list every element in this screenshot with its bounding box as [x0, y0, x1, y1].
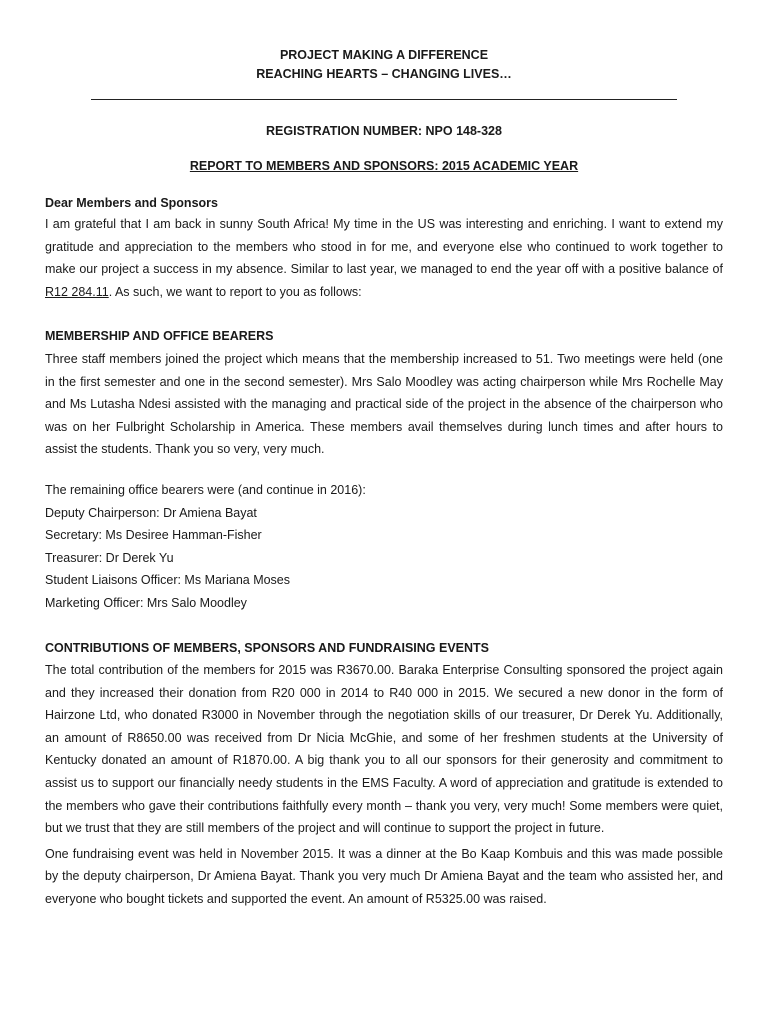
- report-title: REPORT TO MEMBERS AND SPONSORS: 2015 ACADEMIC YEAR: [189, 159, 579, 173]
- list-item: Treasurer: Dr Derek Yu: [45, 550, 174, 565]
- contributions-heading: CONTRIBUTIONS OF MEMBERS, SPONSORS AND FUNDRAISING EVENTS: [45, 640, 490, 655]
- intro-text-start: I am grateful that I am back in sunny South Africa! My time in the US was interesting and enriching. I want to extend my gratitude and appreciation to the members who stood in for me, and everyone else who continued to work together to make our project a success in my absence. Similar to last year, we managed to end the year off with a positive balance of: [45, 217, 723, 277]
- office-bearers-list: [45, 479, 723, 615]
- header-divider: [91, 99, 677, 100]
- list-item: Marketing Officer: Mrs Salo Moodley: [45, 595, 247, 610]
- membership-heading: MEMBERSHIP AND OFFICE BEARERS: [45, 329, 274, 344]
- balance-amount: R12 284.11: [45, 284, 109, 299]
- project-slogan: REACHING HEARTS – CHANGING LIVES…: [256, 67, 512, 81]
- list-item: Student Liaisons Officer: Ms Mariana Moses: [45, 573, 291, 588]
- intro-text-end: . As such, we want to report to you as follows:: [108, 284, 362, 299]
- salutation: Dear Members and Sponsors: [45, 196, 218, 210]
- office-bearers-intro: The remaining office bearers were (and continue in 2016):: [45, 482, 366, 497]
- fundraising-paragraph: One fundraising event was held in November 2015. It was a dinner at the Bo Kaap Kombuis and this was made possible by the deputy chairperson, Dr Amiena Bayat. Thank you very much Dr Amiena Bayat and the team who assisted her, and everyone who bought tickets and supported the event. An amount of R5325.00 was raised.: [45, 846, 723, 907]
- contributions-paragraph: The total contribution of the members for 2015 was R3670.00. Baraka Enterprise Consulting sponsored the project again and they increased their donation from R20 000 in 2014 to R40 000 in 2015. We secured a new donor in the form of Hairzone Ltd, who donated R3000 in November through the negotiation skills of our treasurer, Dr Derek Yu. Additionally, an amount of R8650.00 was received from Dr Nicia McGhie, and some of her freshmen students at the University of Kentucky donated an amount of R1870.00. A big thank you to all our sponsors for their generosity and commitment to assist us to support our financially needy students in the EMS Faculty. A word of appreciation and gratitude is extended to the members who gave their contributions faithfully every month – thank you very, very much! Some members were quiet, but we trust that they are still members of the project and will continue to support the project in future.: [45, 663, 723, 836]
- project-title: PROJECT MAKING A DIFFERENCE: [279, 48, 489, 62]
- membership-paragraph: Three staff members joined the project which means that the membership increased to 51. Two meetings were held (one in the first semester and one in the second semester). Mrs Salo Moodley was acting chairperson while Mrs Rochelle May and Ms Lutasha Ndesi assisted with the managing and practical side of the project in the absence of the chairperson who was on her Fulbright Scholarship in America. These members avail themselves during lunch times and after hours to assist the students. Thank you so very, very much.: [45, 351, 723, 457]
- intro-paragraph: [45, 213, 723, 303]
- registration-number: REGISTRATION NUMBER: NPO 148-328: [266, 124, 502, 138]
- list-item: Deputy Chairperson: Dr Amiena Bayat: [45, 505, 257, 520]
- list-item: Secretary: Ms Desiree Hamman-Fisher: [45, 528, 262, 543]
